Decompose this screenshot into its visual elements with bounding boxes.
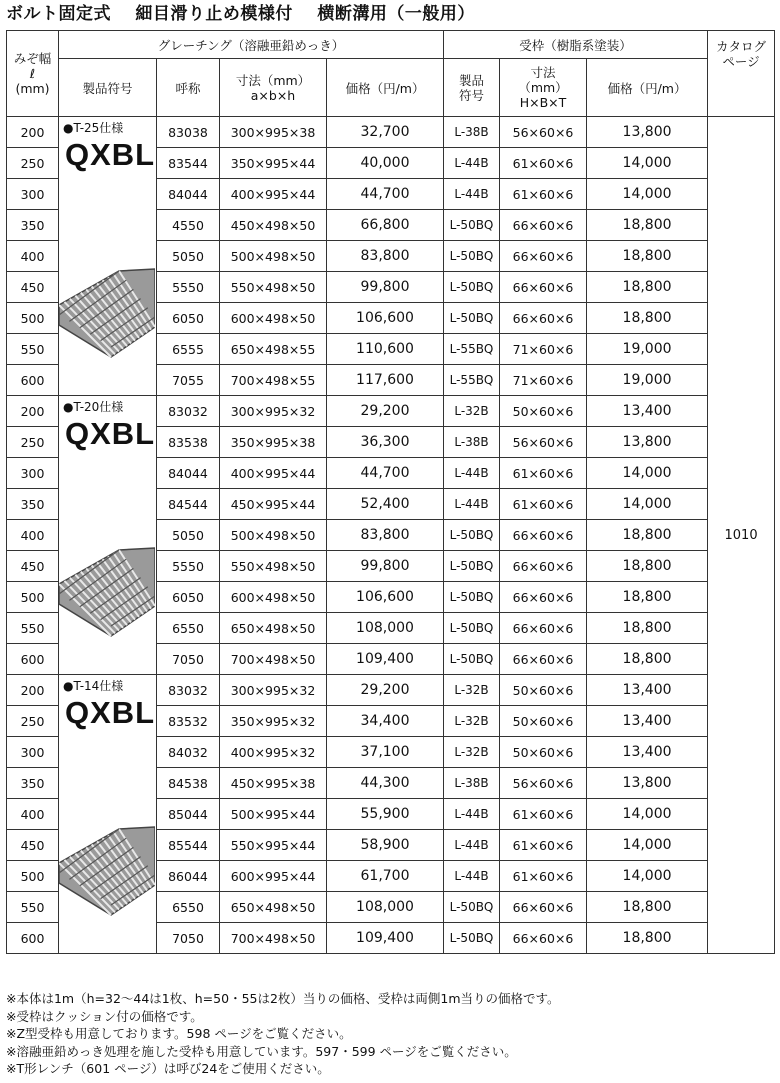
frame-price-cell: 14,000 (587, 830, 708, 861)
frame-price-header: 価格（円/m） (587, 59, 708, 117)
nominal-cell: 7050 (157, 644, 220, 675)
product-code-header: 製品符号 (59, 59, 157, 117)
price-cell: 44,700 (327, 179, 444, 210)
price-cell: 61,700 (327, 861, 444, 892)
frame-dimension-cell: 61×60×6 (500, 179, 587, 210)
dimension-cell: 450×498×50 (220, 210, 327, 241)
frame-dimension-cell: 71×60×6 (500, 334, 587, 365)
frame-dimension-cell: 61×60×6 (500, 148, 587, 179)
dimension-cell: 600×995×44 (220, 861, 327, 892)
frame-code-cell: L-44B (444, 830, 500, 861)
price-cell: 109,400 (327, 644, 444, 675)
dimension-cell: 300×995×38 (220, 117, 327, 148)
nominal-cell: 6050 (157, 303, 220, 334)
note-line: ※本体は1m（h=32～44は1枚、h=50・55は2枚）当りの価格、受枠は両側1m当りの価格です。 (6, 991, 560, 1006)
frame-dimension-cell: 66×60×6 (500, 892, 587, 923)
dimension-formula: a×b×h (250, 87, 296, 103)
width-label: みぞ幅 (13, 51, 52, 66)
width-cell: 550 (7, 613, 59, 644)
price-cell: 83,800 (327, 241, 444, 272)
dimension-cell: 650×498×50 (220, 613, 327, 644)
frame-code-cell: L-50BQ (444, 520, 500, 551)
dimension-cell: 550×498×50 (220, 551, 327, 582)
price-cell: 32,700 (327, 117, 444, 148)
width-cell: 450 (7, 551, 59, 582)
frame-dimension-cell: 50×60×6 (500, 675, 587, 706)
frame-code-cell: L-32B (444, 737, 500, 768)
frame-dimension-cell: 66×60×6 (500, 303, 587, 334)
width-cell: 500 (7, 861, 59, 892)
frame-price-cell: 18,800 (587, 210, 708, 241)
frame-price-cell: 13,800 (587, 117, 708, 148)
width-cell: 400 (7, 799, 59, 830)
width-cell: 550 (7, 892, 59, 923)
dimension-cell: 300×995×32 (220, 675, 327, 706)
frame-dimension-cell: 66×60×6 (500, 551, 587, 582)
frame-code-cell: L-38B (444, 427, 500, 458)
price-cell: 37,100 (327, 737, 444, 768)
dimension-cell: 450×995×38 (220, 768, 327, 799)
frame-dimension-cell: 66×60×6 (500, 613, 587, 644)
catalog-label: カタログ (716, 39, 767, 54)
frame-code-cell: L-50BQ (444, 241, 500, 272)
price-cell: 58,900 (327, 830, 444, 861)
frame-dimension-cell: 56×60×6 (500, 117, 587, 148)
dimension-cell: 600×498×50 (220, 303, 327, 334)
nominal-cell: 6550 (157, 892, 220, 923)
catalog-header (708, 31, 775, 117)
dimension-cell: 550×995×44 (220, 830, 327, 861)
frame-group-header: 受枠（樹脂系塗装） (444, 31, 708, 59)
frame-price-cell: 18,800 (587, 582, 708, 613)
price-cell: 44,300 (327, 768, 444, 799)
nominal-cell: 86044 (157, 861, 220, 892)
width-cell: 300 (7, 737, 59, 768)
frame-code-cell: L-50BQ (444, 613, 500, 644)
product-cell (59, 396, 157, 675)
width-symbol: ℓ (29, 66, 36, 81)
frame-price-cell: 13,800 (587, 427, 708, 458)
frame-price-cell: 18,800 (587, 241, 708, 272)
frame-dimension-cell: 66×60×6 (500, 923, 587, 954)
dimension-cell: 700×498×50 (220, 644, 327, 675)
grating-illustration (59, 825, 155, 920)
nominal-cell: 6550 (157, 613, 220, 644)
nominal-cell: 83038 (157, 117, 220, 148)
dimension-cell: 400×995×44 (220, 458, 327, 489)
width-cell: 550 (7, 334, 59, 365)
frame-code-cell: L-44B (444, 148, 500, 179)
title-part-3: 横断溝用（一般用） (317, 4, 475, 24)
frame-price-cell: 18,800 (587, 272, 708, 303)
width-cell: 200 (7, 117, 59, 148)
price-cell: 44,700 (327, 458, 444, 489)
frame-code-cell: L-50BQ (444, 210, 500, 241)
note-line: ※T形レンチ（601 ページ）は呼び24をご使用ください。 (6, 1061, 330, 1077)
nominal-cell: 84544 (157, 489, 220, 520)
spec-label: ●T-25仕様 (63, 121, 124, 135)
frame-price-cell: 18,800 (587, 644, 708, 675)
width-cell: 200 (7, 675, 59, 706)
dimension-cell: 450×995×44 (220, 489, 327, 520)
frame-price-cell: 14,000 (587, 458, 708, 489)
frame-price-cell: 18,800 (587, 892, 708, 923)
dimension-cell: 400×995×32 (220, 737, 327, 768)
frame-dimension-formula: H×B×T (519, 95, 567, 110)
price-cell: 55,900 (327, 799, 444, 830)
nominal-header: 呼称 (157, 59, 220, 117)
frame-dimension-cell: 61×60×6 (500, 830, 587, 861)
grating-image (59, 825, 155, 917)
width-cell: 350 (7, 489, 59, 520)
frame-dimension-cell: 71×60×6 (500, 365, 587, 396)
frame-dimension-header (500, 59, 587, 117)
title-part-1: ボルト固定式 (6, 4, 111, 24)
nominal-cell: 84044 (157, 179, 220, 210)
table-body (7, 117, 775, 954)
frame-code-cell: L-55BQ (444, 334, 500, 365)
dimension-label: 寸法（mm） (235, 72, 311, 88)
price-cell: 66,800 (327, 210, 444, 241)
frame-price-cell: 13,400 (587, 675, 708, 706)
nominal-cell: 83532 (157, 706, 220, 737)
frame-price-cell: 13,400 (587, 396, 708, 427)
frame-dimension-label: 寸法 (530, 65, 556, 80)
frame-price-cell: 14,000 (587, 799, 708, 830)
frame-price-cell: 14,000 (587, 179, 708, 210)
frame-price-cell: 19,000 (587, 334, 708, 365)
frame-dimension-cell: 50×60×6 (500, 737, 587, 768)
frame-dimension-cell: 56×60×6 (500, 427, 587, 458)
frame-code-cell: L-32B (444, 706, 500, 737)
frame-dimension-cell: 50×60×6 (500, 396, 587, 427)
dimension-cell: 350×995×44 (220, 148, 327, 179)
dimension-cell: 350×995×32 (220, 706, 327, 737)
nominal-cell: 7055 (157, 365, 220, 396)
note-line: ※溶融亜鉛めっき処理を施した受枠も用意しています。597・599 ページをご覧ください。 (6, 1043, 517, 1059)
grating-illustration (59, 546, 155, 641)
frame-code-cell: L-50BQ (444, 272, 500, 303)
price-cell: 29,200 (327, 675, 444, 706)
frame-price-cell: 18,800 (587, 923, 708, 954)
frame-code-cell: L-32B (444, 675, 500, 706)
grating-image (59, 267, 155, 359)
price-cell: 99,800 (327, 551, 444, 582)
table-row (7, 675, 775, 706)
nominal-cell: 5550 (157, 272, 220, 303)
note-line: ※Z型受枠も用意しております。598 ページをご覧ください。 (6, 1026, 352, 1042)
width-cell: 250 (7, 148, 59, 179)
frame-code-cell: L-50BQ (444, 303, 500, 334)
frame-code-cell: L-50BQ (444, 892, 500, 923)
width-cell: 600 (7, 644, 59, 675)
nominal-cell: 6555 (157, 334, 220, 365)
price-cell: 99,800 (327, 272, 444, 303)
nominal-cell: 84032 (157, 737, 220, 768)
product-cell (59, 675, 157, 954)
page-title (6, 0, 493, 30)
width-cell: 450 (7, 272, 59, 303)
price-cell: 110,600 (327, 334, 444, 365)
frame-price-cell: 14,000 (587, 861, 708, 892)
frame-code-cell: L-32B (444, 396, 500, 427)
frame-code-cell: L-55BQ (444, 365, 500, 396)
product-name: QXBL (65, 416, 156, 451)
width-cell: 600 (7, 365, 59, 396)
grating-image (59, 546, 155, 638)
width-cell: 300 (7, 458, 59, 489)
nominal-cell: 83544 (157, 148, 220, 179)
price-cell: 36,300 (327, 427, 444, 458)
dimension-cell: 600×498×50 (220, 582, 327, 613)
dimension-cell: 500×995×44 (220, 799, 327, 830)
width-cell: 500 (7, 582, 59, 613)
nominal-cell: 84538 (157, 768, 220, 799)
frame-code-cell: L-50BQ (444, 644, 500, 675)
dimension-cell: 300×995×32 (220, 396, 327, 427)
nominal-cell: 83032 (157, 396, 220, 427)
note-line: ※受枠はクッション付の価格です。 (6, 1008, 203, 1024)
price-cell: 106,600 (327, 303, 444, 334)
frame-code-cell: L-44B (444, 861, 500, 892)
nominal-cell: 7050 (157, 923, 220, 954)
width-cell: 300 (7, 179, 59, 210)
table-row (7, 396, 775, 427)
product-name: QXBL (65, 695, 156, 730)
price-cell: 108,000 (327, 892, 444, 923)
grating-illustration (59, 267, 155, 362)
frame-code-cell: L-38B (444, 117, 500, 148)
frame-code-cell: L-50BQ (444, 923, 500, 954)
nominal-cell: 4550 (157, 210, 220, 241)
frame-price-cell: 13,800 (587, 768, 708, 799)
width-cell: 450 (7, 830, 59, 861)
price-cell: 117,600 (327, 365, 444, 396)
frame-code-cell: L-38B (444, 768, 500, 799)
width-cell: 400 (7, 241, 59, 272)
spec-label: ●T-20仕様 (63, 400, 124, 414)
nominal-cell: 85044 (157, 799, 220, 830)
dimension-cell: 500×498×50 (220, 520, 327, 551)
nominal-cell: 5050 (157, 241, 220, 272)
dimension-header (220, 59, 327, 117)
dimension-cell: 400×995×44 (220, 179, 327, 210)
dimension-cell: 700×498×55 (220, 365, 327, 396)
price-cell: 40,000 (327, 148, 444, 179)
catalog-label-2: ページ (722, 54, 760, 69)
dimension-cell: 500×498×50 (220, 241, 327, 272)
catalog-page-cell: 1010 (708, 117, 775, 954)
frame-code-label-1: 製品 (459, 72, 485, 88)
nominal-cell: 5550 (157, 551, 220, 582)
frame-price-cell: 19,000 (587, 365, 708, 396)
frame-code-label-2: 符号 (459, 87, 485, 103)
width-cell: 200 (7, 396, 59, 427)
frame-dimension-cell: 50×60×6 (500, 706, 587, 737)
price-cell: 108,000 (327, 613, 444, 644)
frame-dimension-cell: 66×60×6 (500, 272, 587, 303)
price-table (6, 30, 775, 954)
frame-price-cell: 14,000 (587, 489, 708, 520)
nominal-cell: 84044 (157, 458, 220, 489)
dimension-cell: 350×995×38 (220, 427, 327, 458)
frame-code-cell: L-50BQ (444, 582, 500, 613)
frame-code-cell: L-44B (444, 799, 500, 830)
frame-price-cell: 13,400 (587, 737, 708, 768)
price-cell: 52,400 (327, 489, 444, 520)
dimension-cell: 550×498×50 (220, 272, 327, 303)
table-row (7, 117, 775, 148)
price-cell: 109,400 (327, 923, 444, 954)
frame-code-header (444, 59, 500, 117)
spec-label: ●T-14仕様 (63, 679, 124, 693)
grating-group-header: グレーチング（溶融亜鉛めっき） (59, 31, 444, 59)
frame-code-cell: L-44B (444, 458, 500, 489)
width-cell: 600 (7, 923, 59, 954)
nominal-cell: 5050 (157, 520, 220, 551)
nominal-cell: 85544 (157, 830, 220, 861)
frame-price-cell: 14,000 (587, 148, 708, 179)
width-cell: 350 (7, 210, 59, 241)
width-header (7, 31, 59, 117)
price-cell: 83,800 (327, 520, 444, 551)
frame-dimension-cell: 66×60×6 (500, 210, 587, 241)
width-cell: 250 (7, 706, 59, 737)
width-cell: 400 (7, 520, 59, 551)
width-unit: (mm) (15, 81, 50, 96)
frame-code-cell: L-44B (444, 179, 500, 210)
nominal-cell: 83538 (157, 427, 220, 458)
nominal-cell: 83032 (157, 675, 220, 706)
dimension-cell: 700×498×50 (220, 923, 327, 954)
frame-dimension-cell: 66×60×6 (500, 582, 587, 613)
price-cell: 34,400 (327, 706, 444, 737)
dimension-cell: 650×498×50 (220, 892, 327, 923)
product-cell (59, 117, 157, 396)
notes (6, 990, 560, 1078)
frame-code-cell: L-50BQ (444, 551, 500, 582)
frame-dimension-unit: （mm） (518, 80, 568, 95)
price-cell: 29,200 (327, 396, 444, 427)
frame-dimension-cell: 61×60×6 (500, 489, 587, 520)
product-name: QXBL (65, 137, 156, 172)
frame-dimension-cell: 66×60×6 (500, 520, 587, 551)
frame-dimension-cell: 61×60×6 (500, 861, 587, 892)
width-cell: 500 (7, 303, 59, 334)
frame-price-cell: 18,800 (587, 520, 708, 551)
frame-dimension-cell: 61×60×6 (500, 458, 587, 489)
frame-dimension-cell: 56×60×6 (500, 768, 587, 799)
frame-dimension-cell: 61×60×6 (500, 799, 587, 830)
frame-code-cell: L-44B (444, 489, 500, 520)
price-header: 価格（円/m） (327, 59, 444, 117)
frame-price-cell: 18,800 (587, 613, 708, 644)
frame-price-cell: 13,400 (587, 706, 708, 737)
frame-price-cell: 18,800 (587, 551, 708, 582)
frame-dimension-cell: 66×60×6 (500, 644, 587, 675)
dimension-cell: 650×498×55 (220, 334, 327, 365)
price-cell: 106,600 (327, 582, 444, 613)
frame-dimension-cell: 66×60×6 (500, 241, 587, 272)
title-part-2: 細目滑り止め模様付 (135, 4, 293, 24)
frame-price-cell: 18,800 (587, 303, 708, 334)
width-cell: 350 (7, 768, 59, 799)
nominal-cell: 6050 (157, 582, 220, 613)
width-cell: 250 (7, 427, 59, 458)
